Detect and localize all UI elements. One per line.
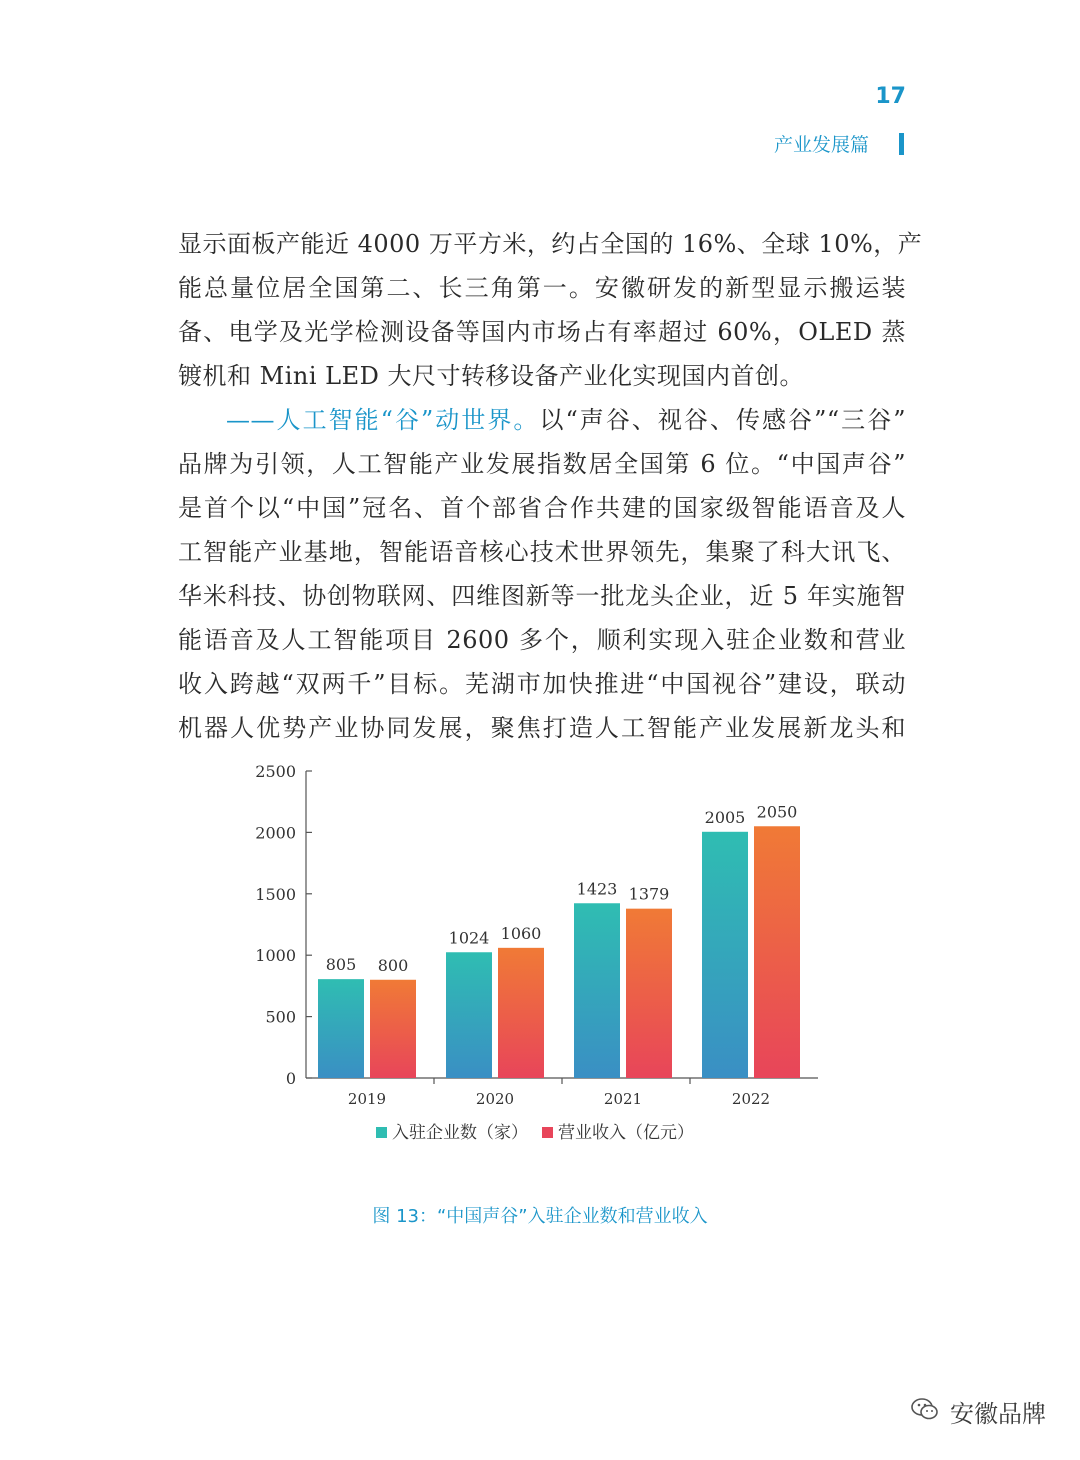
bar-value-label: 2005 xyxy=(704,807,746,827)
bar-value-label: 805 xyxy=(325,955,357,975)
bar-value-label: 2050 xyxy=(756,802,798,822)
y-tick-label: 500 xyxy=(265,1007,296,1027)
paragraph2-lead: ——人工智能“谷”动世界。 xyxy=(226,406,540,434)
text-line: 工智能产业基地，智能语音核心技术世界领先，集聚了科大讯飞、 xyxy=(178,538,906,566)
paragraph2-first-rest: 以“声谷、视谷、传感谷”“三谷” xyxy=(539,406,907,434)
y-tick-label: 0 xyxy=(285,1069,296,1088)
watermark-text: 安徽品牌 xyxy=(950,1400,1046,1428)
text-line: 显示面板产能近 4000 万平方米，约占全国的 16%、全球 10%，产 xyxy=(178,230,923,258)
watermark xyxy=(910,1394,1046,1429)
bar xyxy=(498,948,544,1078)
page-number: 17 xyxy=(875,84,906,109)
bar xyxy=(446,952,492,1078)
bar xyxy=(702,832,748,1078)
bar xyxy=(626,909,672,1078)
text-line: 能总量位居全国第二、长三角第一。安徽研发的新型显示搬运装 xyxy=(178,274,906,302)
text-line: 是首个以“中国”冠名、首个部省合作共建的国家级智能语音及人 xyxy=(178,494,906,522)
section-header xyxy=(774,130,904,157)
wechat-icon xyxy=(910,1396,940,1428)
bar-value-label: 1024 xyxy=(448,928,490,948)
section-marker-bar xyxy=(899,133,904,155)
y-tick-label: 2000 xyxy=(255,823,296,843)
text-line: 镀机和 Mini LED 大尺寸转移设备产业化实现国内首创。 xyxy=(178,362,804,390)
section-title: 产业发展篇 xyxy=(773,134,869,156)
chart-svg xyxy=(246,754,830,1166)
bar xyxy=(574,903,620,1078)
bar xyxy=(754,826,800,1078)
text-line: 品牌为引领，人工智能产业发展指数居全国第 6 位。“中国声谷” xyxy=(178,450,906,478)
x-tick-label: 2021 xyxy=(603,1090,643,1108)
bar xyxy=(370,980,416,1078)
bar-value-label: 1423 xyxy=(576,879,618,899)
bar-value-label: 1379 xyxy=(628,884,670,904)
y-tick-label: 1500 xyxy=(255,884,296,904)
bar xyxy=(318,979,364,1078)
bar-chart xyxy=(246,754,830,1166)
x-tick-label: 2020 xyxy=(475,1090,515,1108)
legend-label: 营业收入（亿元） xyxy=(558,1123,694,1143)
bar-value-label: 800 xyxy=(377,955,409,975)
legend-swatch xyxy=(376,1127,387,1138)
bar-value-label: 1060 xyxy=(500,923,542,943)
text-line: 收入跨越“双两千”目标。芜湖市加快推进“中国视谷”建设，联动 xyxy=(178,670,906,698)
paragraph2-first-line xyxy=(178,398,906,442)
text-line: 机器人优势产业协同发展，聚焦打造人工智能产业发展新龙头和 xyxy=(178,714,906,742)
x-tick-label: 2019 xyxy=(347,1090,387,1108)
legend-label: 入驻企业数（家） xyxy=(392,1123,528,1143)
y-tick-label: 1000 xyxy=(255,946,296,966)
text-line: 备、电学及光学检测设备等国内市场占有率超过 60%，OLED 蒸 xyxy=(178,318,906,346)
legend-swatch xyxy=(542,1127,553,1138)
figure-caption: 图 13：“中国声谷”入驻企业数和营业收入 xyxy=(372,1206,708,1227)
text-line: 能语音及人工智能项目 2600 多个，顺利实现入驻企业数和营业 xyxy=(178,626,906,654)
text-line: 华米科技、协创物联网、四维图新等一批龙头企业，近 5 年实施智 xyxy=(178,582,906,610)
y-tick-label: 2500 xyxy=(255,762,296,781)
x-tick-label: 2022 xyxy=(731,1090,771,1108)
body-text xyxy=(178,222,923,750)
